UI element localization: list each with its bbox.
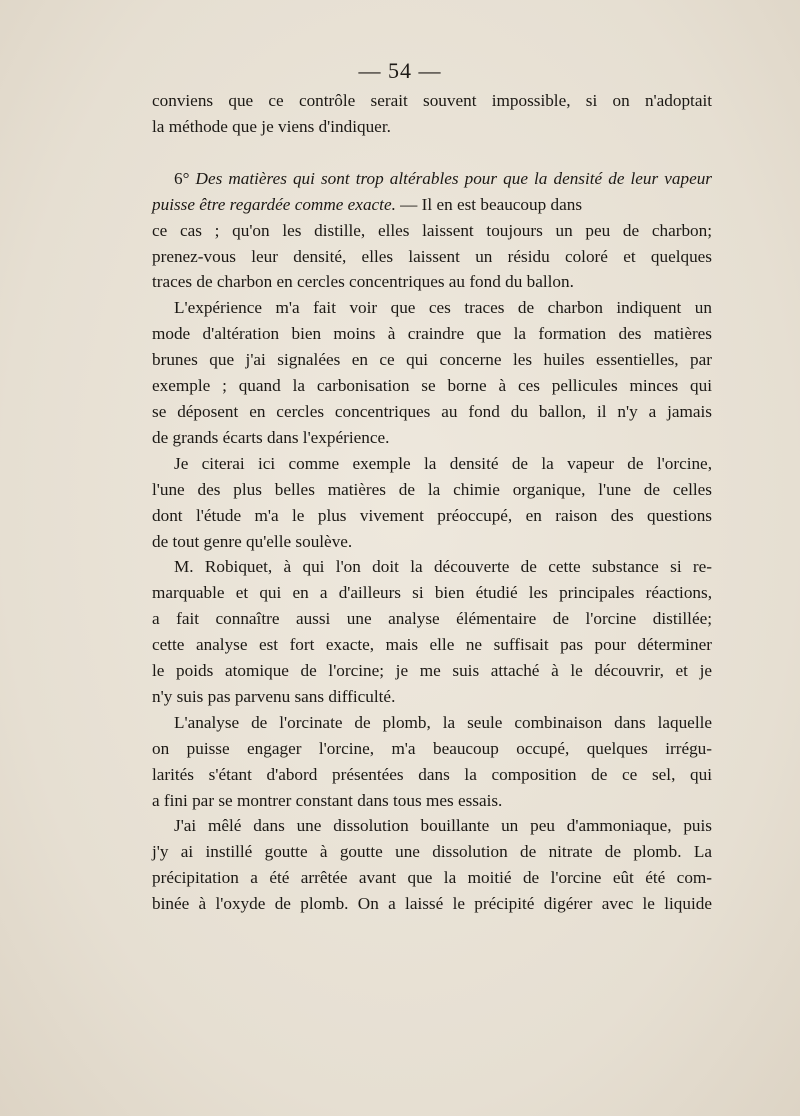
text-line: précipitation a été arrêtée avant que la moitié de l'orcine eût été com-: [152, 868, 712, 888]
section-number: 6°: [174, 168, 196, 188]
paragraph-2: [152, 166, 712, 296]
body-text: [152, 88, 712, 917]
text-line: a fait connaître aussi une analyse élémentaire de l'orcine distillée;: [152, 609, 712, 629]
section-heading: Des matières qui sont trop altérables pour que la densité de leur vapeur puisse être regardée comme exacte.: [152, 168, 712, 214]
paragraph-5: [152, 554, 712, 709]
text-line: la méthode que je viens d'indiquer.: [152, 116, 391, 136]
text-line: n'y suis pas parvenu sans difficulté.: [152, 686, 396, 706]
paragraph-3: [152, 295, 712, 450]
text-line: Je citerai ici comme exemple la densité de la vapeur de l'orcine,: [174, 453, 712, 473]
text-line: marquable et qui en a d'ailleurs si bien étudié les principales réactions,: [152, 583, 712, 603]
text-line: traces de charbon en cercles concentriques au fond du ballon.: [152, 272, 574, 292]
page-number: — 54 —: [358, 58, 442, 83]
text-line: de grands écarts dans l'expérience.: [152, 427, 390, 447]
text-line: conviens que ce contrôle serait souvent impossible, si on n'adoptait: [152, 91, 712, 110]
paragraph-6: [152, 710, 712, 814]
text-line: se déposent en cercles concentriques au fond du ballon, il n'y a jamais: [152, 401, 712, 421]
text-line: le poids atomique de l'orcine; je me suis attaché à le découvrir, et je: [152, 661, 712, 681]
text-line: L'expérience m'a fait voir que ces traces de charbon indiquent un: [174, 298, 712, 318]
text-line: ce cas ; qu'on les distille, elles laissent toujours un peu de charbon;: [152, 220, 712, 240]
text-line: binée à l'oxyde de plomb. On a laissé le précipité digérer avec le liquide: [152, 894, 712, 914]
text-line: J'ai mêlé dans une dissolution bouillante un peu d'ammoniaque, puis: [174, 816, 712, 836]
text-line: cette analyse est fort exacte, mais elle ne suffisait pas pour déterminer: [152, 635, 712, 655]
text-line: brunes que j'ai signalées en ce qui concerne les huiles essentielles, par: [152, 350, 712, 370]
text-line: dont l'étude m'a le plus vivement préoccupé, en raison des questions: [152, 505, 712, 525]
paragraph-1: [152, 88, 712, 140]
text-line: on puisse engager l'orcine, m'a beaucoup occupé, quelques irrégu-: [152, 738, 712, 758]
text-line: L'analyse de l'orcinate de plomb, la seule combinaison dans laquelle: [174, 712, 712, 732]
text-line: l'une des plus belles matières de la chimie organique, l'une de celles: [152, 479, 712, 499]
text-line: de tout genre qu'elle soulève.: [152, 531, 353, 551]
text-line: M. Robiquet, à qui l'on doit la découverte de cette substance si re-: [174, 557, 712, 577]
text-line: prenez-vous leur densité, elles laissent un résidu coloré et quelques: [152, 246, 712, 266]
paragraph-7: [152, 813, 712, 917]
paragraph-4: [152, 451, 712, 555]
text-line: a fini par se montrer constant dans tous mes essais.: [152, 790, 503, 810]
heading-continuation: — Il en est beaucoup dans: [395, 194, 583, 214]
text-line: mode d'altération bien moins à craindre que la formation des matières: [152, 324, 712, 344]
text-line: larités s'étant d'abord présentées dans la composition de ce sel, qui: [152, 764, 712, 784]
text-line: j'y ai instillé goutte à goutte une dissolution de nitrate de plomb. La: [152, 842, 712, 862]
text-line: exemple ; quand la carbonisation se borne à ces pellicules minces qui: [152, 376, 712, 396]
